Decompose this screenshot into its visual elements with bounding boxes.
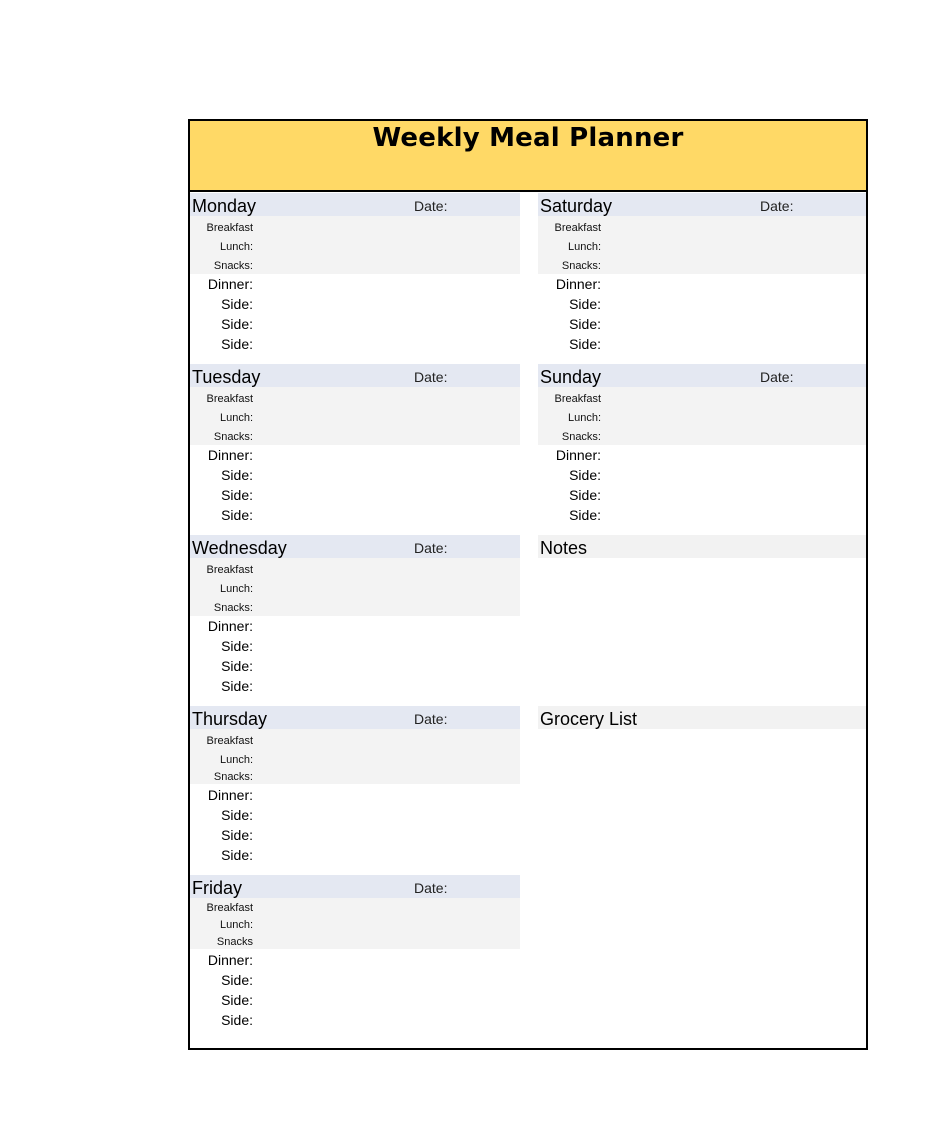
lunch-label: Lunch: — [219, 241, 253, 253]
snacks-label: Snacks: — [213, 602, 253, 614]
notes-title: Notes — [540, 538, 588, 558]
side-label: Side: — [221, 658, 253, 674]
snacks-label: Snacks — [216, 936, 253, 948]
day-monday — [190, 193, 520, 358]
day-header — [190, 875, 520, 898]
side-label: Side: — [221, 678, 253, 694]
dinner-label: Dinner: — [555, 447, 601, 463]
day-name: Saturday — [540, 196, 613, 216]
side-label: Side: — [221, 972, 253, 988]
lunch-label: Lunch: — [567, 241, 601, 253]
snacks-label: Snacks: — [213, 260, 253, 272]
side-label: Side: — [221, 316, 253, 332]
day-name: Wednesday — [192, 538, 287, 558]
day-name: Monday — [192, 196, 257, 216]
date-field[interactable]: Date: — [414, 369, 448, 385]
date-field[interactable]: Date: — [414, 198, 448, 214]
day-name: Tuesday — [192, 367, 261, 387]
snacks-label: Snacks: — [213, 431, 253, 443]
side-label: Side: — [569, 316, 601, 332]
breakfast-label: Breakfast — [206, 564, 253, 576]
title-bar — [190, 121, 866, 192]
day-saturday — [538, 193, 868, 358]
dinner-label: Dinner: — [207, 618, 253, 634]
date-field[interactable]: Date: — [414, 711, 448, 727]
dinner-label: Dinner: — [555, 276, 601, 292]
day-header — [190, 364, 520, 387]
day-header — [190, 193, 520, 216]
day-name: Friday — [192, 878, 243, 898]
side-label: Side: — [221, 467, 253, 483]
day-tuesday — [190, 364, 520, 529]
day-header — [538, 193, 866, 216]
breakfast-label: Breakfast — [206, 735, 253, 747]
side-label: Side: — [221, 638, 253, 654]
grocery-list-header — [538, 706, 866, 729]
breakfast-label: Breakfast — [206, 902, 253, 914]
side-label: Side: — [569, 487, 601, 503]
side-label: Side: — [221, 487, 253, 503]
day-header — [538, 364, 866, 387]
breakfast-label: Breakfast — [206, 393, 253, 405]
lunch-label: Lunch: — [219, 412, 253, 424]
day-name: Sunday — [540, 367, 602, 387]
side-label: Side: — [569, 336, 601, 352]
lunch-label: Lunch: — [219, 919, 253, 931]
snacks-label: Snacks: — [561, 431, 601, 443]
side-label: Side: — [221, 847, 253, 863]
lunch-label: Lunch: — [219, 754, 253, 766]
side-label: Side: — [221, 507, 253, 523]
date-field[interactable]: Date: — [760, 369, 794, 385]
side-label: Side: — [221, 296, 253, 312]
date-field[interactable]: Date: — [414, 540, 448, 556]
side-label: Side: — [221, 336, 253, 352]
day-sunday — [538, 364, 868, 529]
snacks-label: Snacks: — [213, 771, 253, 783]
side-label: Side: — [221, 827, 253, 843]
day-name: Thursday — [192, 709, 268, 729]
dinner-label: Dinner: — [207, 447, 253, 463]
date-field[interactable]: Date: — [414, 880, 448, 896]
side-label: Side: — [569, 467, 601, 483]
notes-header — [538, 535, 866, 558]
day-thursday — [190, 706, 520, 871]
side-label: Side: — [569, 296, 601, 312]
breakfast-label: Breakfast — [554, 222, 601, 234]
breakfast-label: Breakfast — [206, 222, 253, 234]
side-label: Side: — [221, 807, 253, 823]
page-title: Weekly Meal Planner — [372, 123, 684, 153]
meal-planner-sheet — [188, 119, 868, 1050]
day-header — [190, 535, 520, 558]
day-friday — [190, 875, 520, 1040]
breakfast-label: Breakfast — [554, 393, 601, 405]
grocery-list-title: Grocery List — [540, 709, 638, 729]
lunch-label: Lunch: — [219, 583, 253, 595]
side-label: Side: — [221, 992, 253, 1008]
side-label: Side: — [221, 1012, 253, 1028]
side-label: Side: — [569, 507, 601, 523]
snacks-label: Snacks: — [561, 260, 601, 272]
date-field[interactable]: Date: — [760, 198, 794, 214]
dinner-label: Dinner: — [207, 787, 253, 803]
day-wednesday — [190, 535, 520, 700]
lunch-label: Lunch: — [567, 412, 601, 424]
dinner-label: Dinner: — [207, 952, 253, 968]
dinner-label: Dinner: — [207, 276, 253, 292]
day-header — [190, 706, 520, 729]
